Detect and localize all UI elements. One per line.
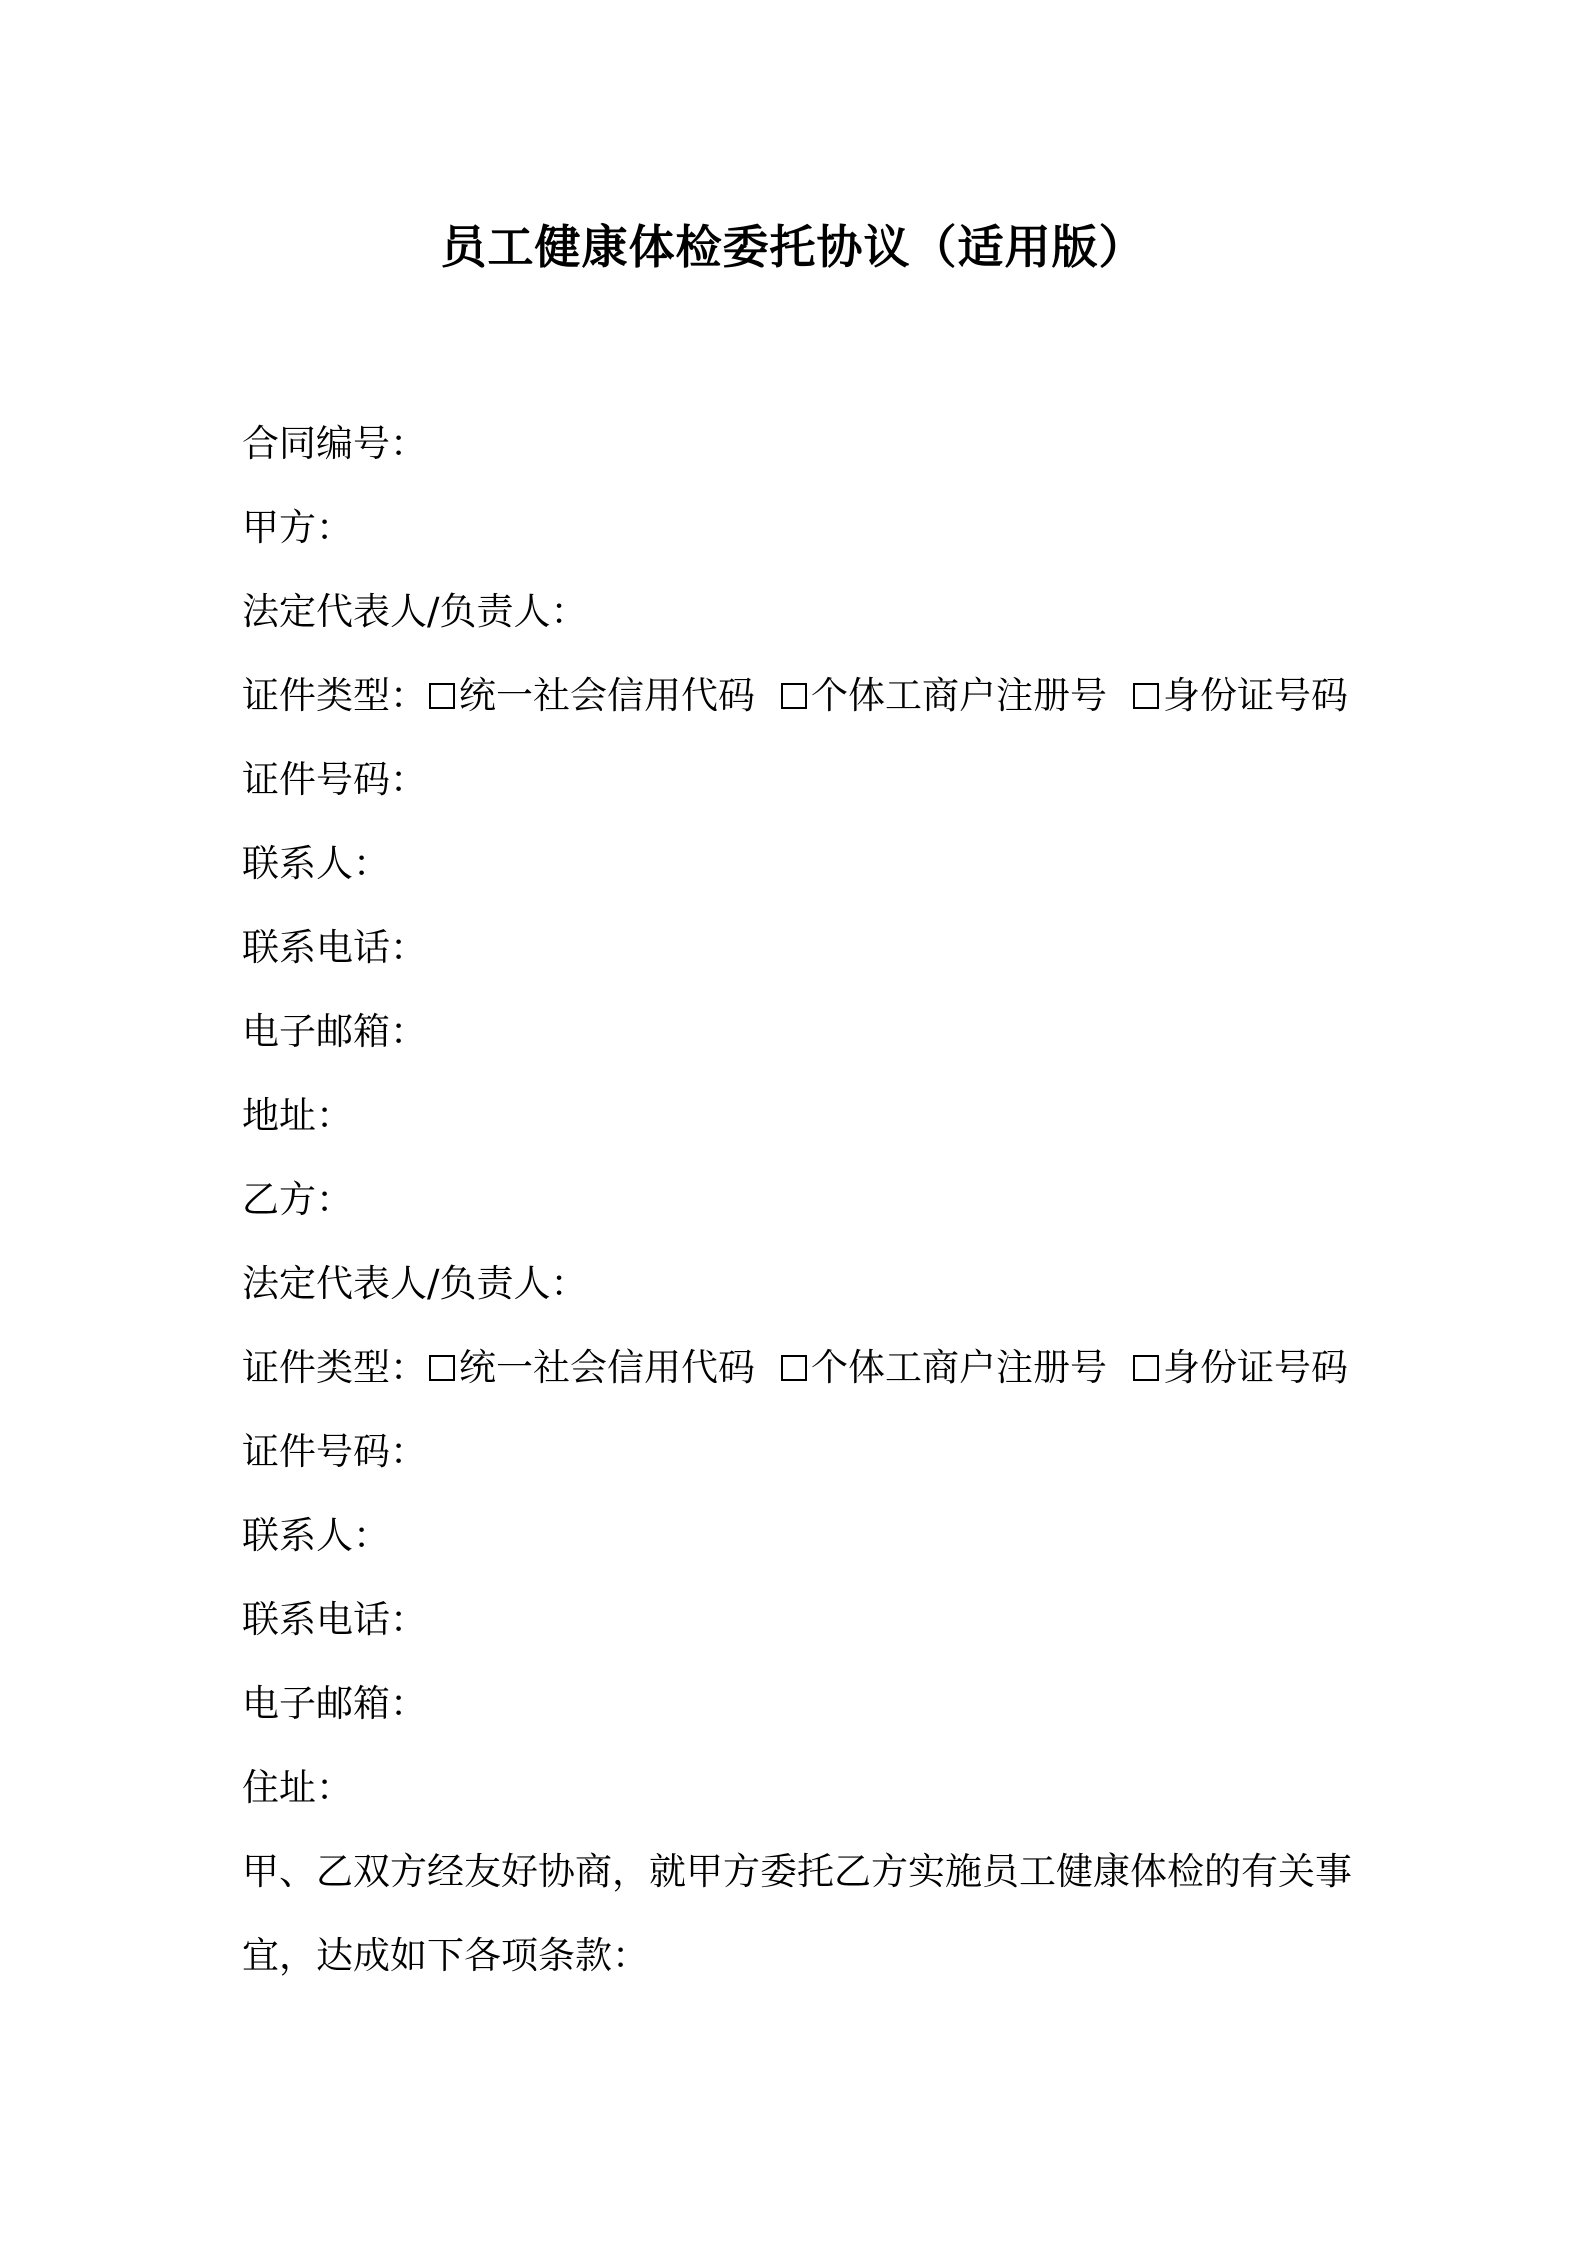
party-a-legal-rep-field [242, 570, 1352, 654]
id-type-option-id-card[interactable] [1131, 1326, 1348, 1410]
party-b-address-field [242, 1746, 1352, 1830]
option-label: 身份证号码 [1163, 1346, 1348, 1389]
party-a-id-type-options [427, 654, 1348, 738]
colon: ： [316, 506, 353, 549]
party-a-id-type-field [242, 654, 1352, 738]
colon: ： [390, 1598, 427, 1641]
checkbox-icon[interactable] [781, 1355, 807, 1381]
colon: ： [353, 1514, 390, 1557]
checkbox-icon[interactable] [781, 683, 807, 709]
colon: ： [550, 590, 588, 633]
id-type-option-business-reg[interactable] [779, 1326, 1107, 1410]
party-a-id-no-field [242, 738, 1352, 822]
colon: ： [390, 1010, 427, 1053]
colon: ： [550, 1262, 588, 1305]
id-type-option-business-reg[interactable] [779, 654, 1107, 738]
party-a-email-field [242, 990, 1352, 1074]
checkbox-icon[interactable] [429, 683, 455, 709]
party-b-email-label: 电子邮箱 [242, 1682, 390, 1725]
id-type-option-id-card[interactable] [1131, 654, 1348, 738]
party-b-field [242, 1158, 1352, 1242]
party-a-email-label: 电子邮箱 [242, 1010, 390, 1053]
party-a-field [242, 486, 1352, 570]
party-a-id-type-label: 证件类型 [242, 674, 390, 717]
id-type-option-credit-code[interactable] [427, 654, 755, 738]
colon: ： [390, 1682, 427, 1725]
intro-paragraph: 甲、乙双方经友好协商，就甲方委托乙方实施员工健康体检的有关事宜，达成如下各项条款： [242, 1850, 1352, 1977]
document-title: 员工健康体检委托协议（适用版） [440, 220, 1146, 274]
colon: ： [316, 1766, 353, 1809]
party-b-id-no-field [242, 1410, 1352, 1494]
option-label: 统一社会信用代码 [459, 1346, 755, 1389]
contract-no-field [242, 402, 1352, 486]
party-a-label: 甲方 [242, 506, 316, 549]
party-b-legal-rep-field [242, 1242, 1352, 1326]
party-b-phone-label: 联系电话 [242, 1598, 390, 1641]
option-label: 个体工商户注册号 [811, 674, 1107, 717]
party-a-phone-label: 联系电话 [242, 926, 390, 969]
colon: ： [316, 1094, 353, 1137]
party-b-id-type-options [427, 1326, 1348, 1410]
party-a-phone-field [242, 906, 1352, 990]
checkbox-icon[interactable] [1133, 683, 1159, 709]
party-b-label: 乙方 [242, 1178, 316, 1221]
party-b-email-field [242, 1662, 1352, 1746]
colon: ： [353, 842, 390, 885]
option-label: 个体工商户注册号 [811, 1346, 1107, 1389]
colon: ： [390, 926, 427, 969]
party-b-contact-label: 联系人 [242, 1514, 353, 1557]
party-b-address-label: 住址 [242, 1766, 316, 1809]
contract-no-label: 合同编号 [242, 422, 390, 465]
party-b-phone-field [242, 1578, 1352, 1662]
party-b-contact-field [242, 1494, 1352, 1578]
party-a-contact-field [242, 822, 1352, 906]
colon: ： [390, 422, 427, 465]
colon: ： [390, 758, 427, 801]
document-body [242, 402, 1352, 1998]
party-a-contact-label: 联系人 [242, 842, 353, 885]
checkbox-icon[interactable] [1133, 1355, 1159, 1381]
colon: ： [390, 1346, 427, 1389]
option-label: 身份证号码 [1163, 674, 1348, 717]
id-type-option-credit-code[interactable] [427, 1326, 755, 1410]
party-a-address-label: 地址 [242, 1094, 316, 1137]
colon: ： [390, 1430, 427, 1473]
option-label: 统一社会信用代码 [459, 674, 755, 717]
colon: ： [390, 674, 427, 717]
party-a-address-field [242, 1074, 1352, 1158]
party-b-id-type-label: 证件类型 [242, 1346, 390, 1389]
party-a-legal-rep-label: 法定代表人/负责人 [242, 590, 551, 633]
party-a-id-no-label: 证件号码 [242, 758, 390, 801]
party-b-id-no-label: 证件号码 [242, 1430, 390, 1473]
party-b-id-type-field [242, 1326, 1352, 1410]
colon: ： [316, 1178, 353, 1221]
checkbox-icon[interactable] [429, 1355, 455, 1381]
party-b-legal-rep-label: 法定代表人/负责人 [242, 1262, 551, 1305]
